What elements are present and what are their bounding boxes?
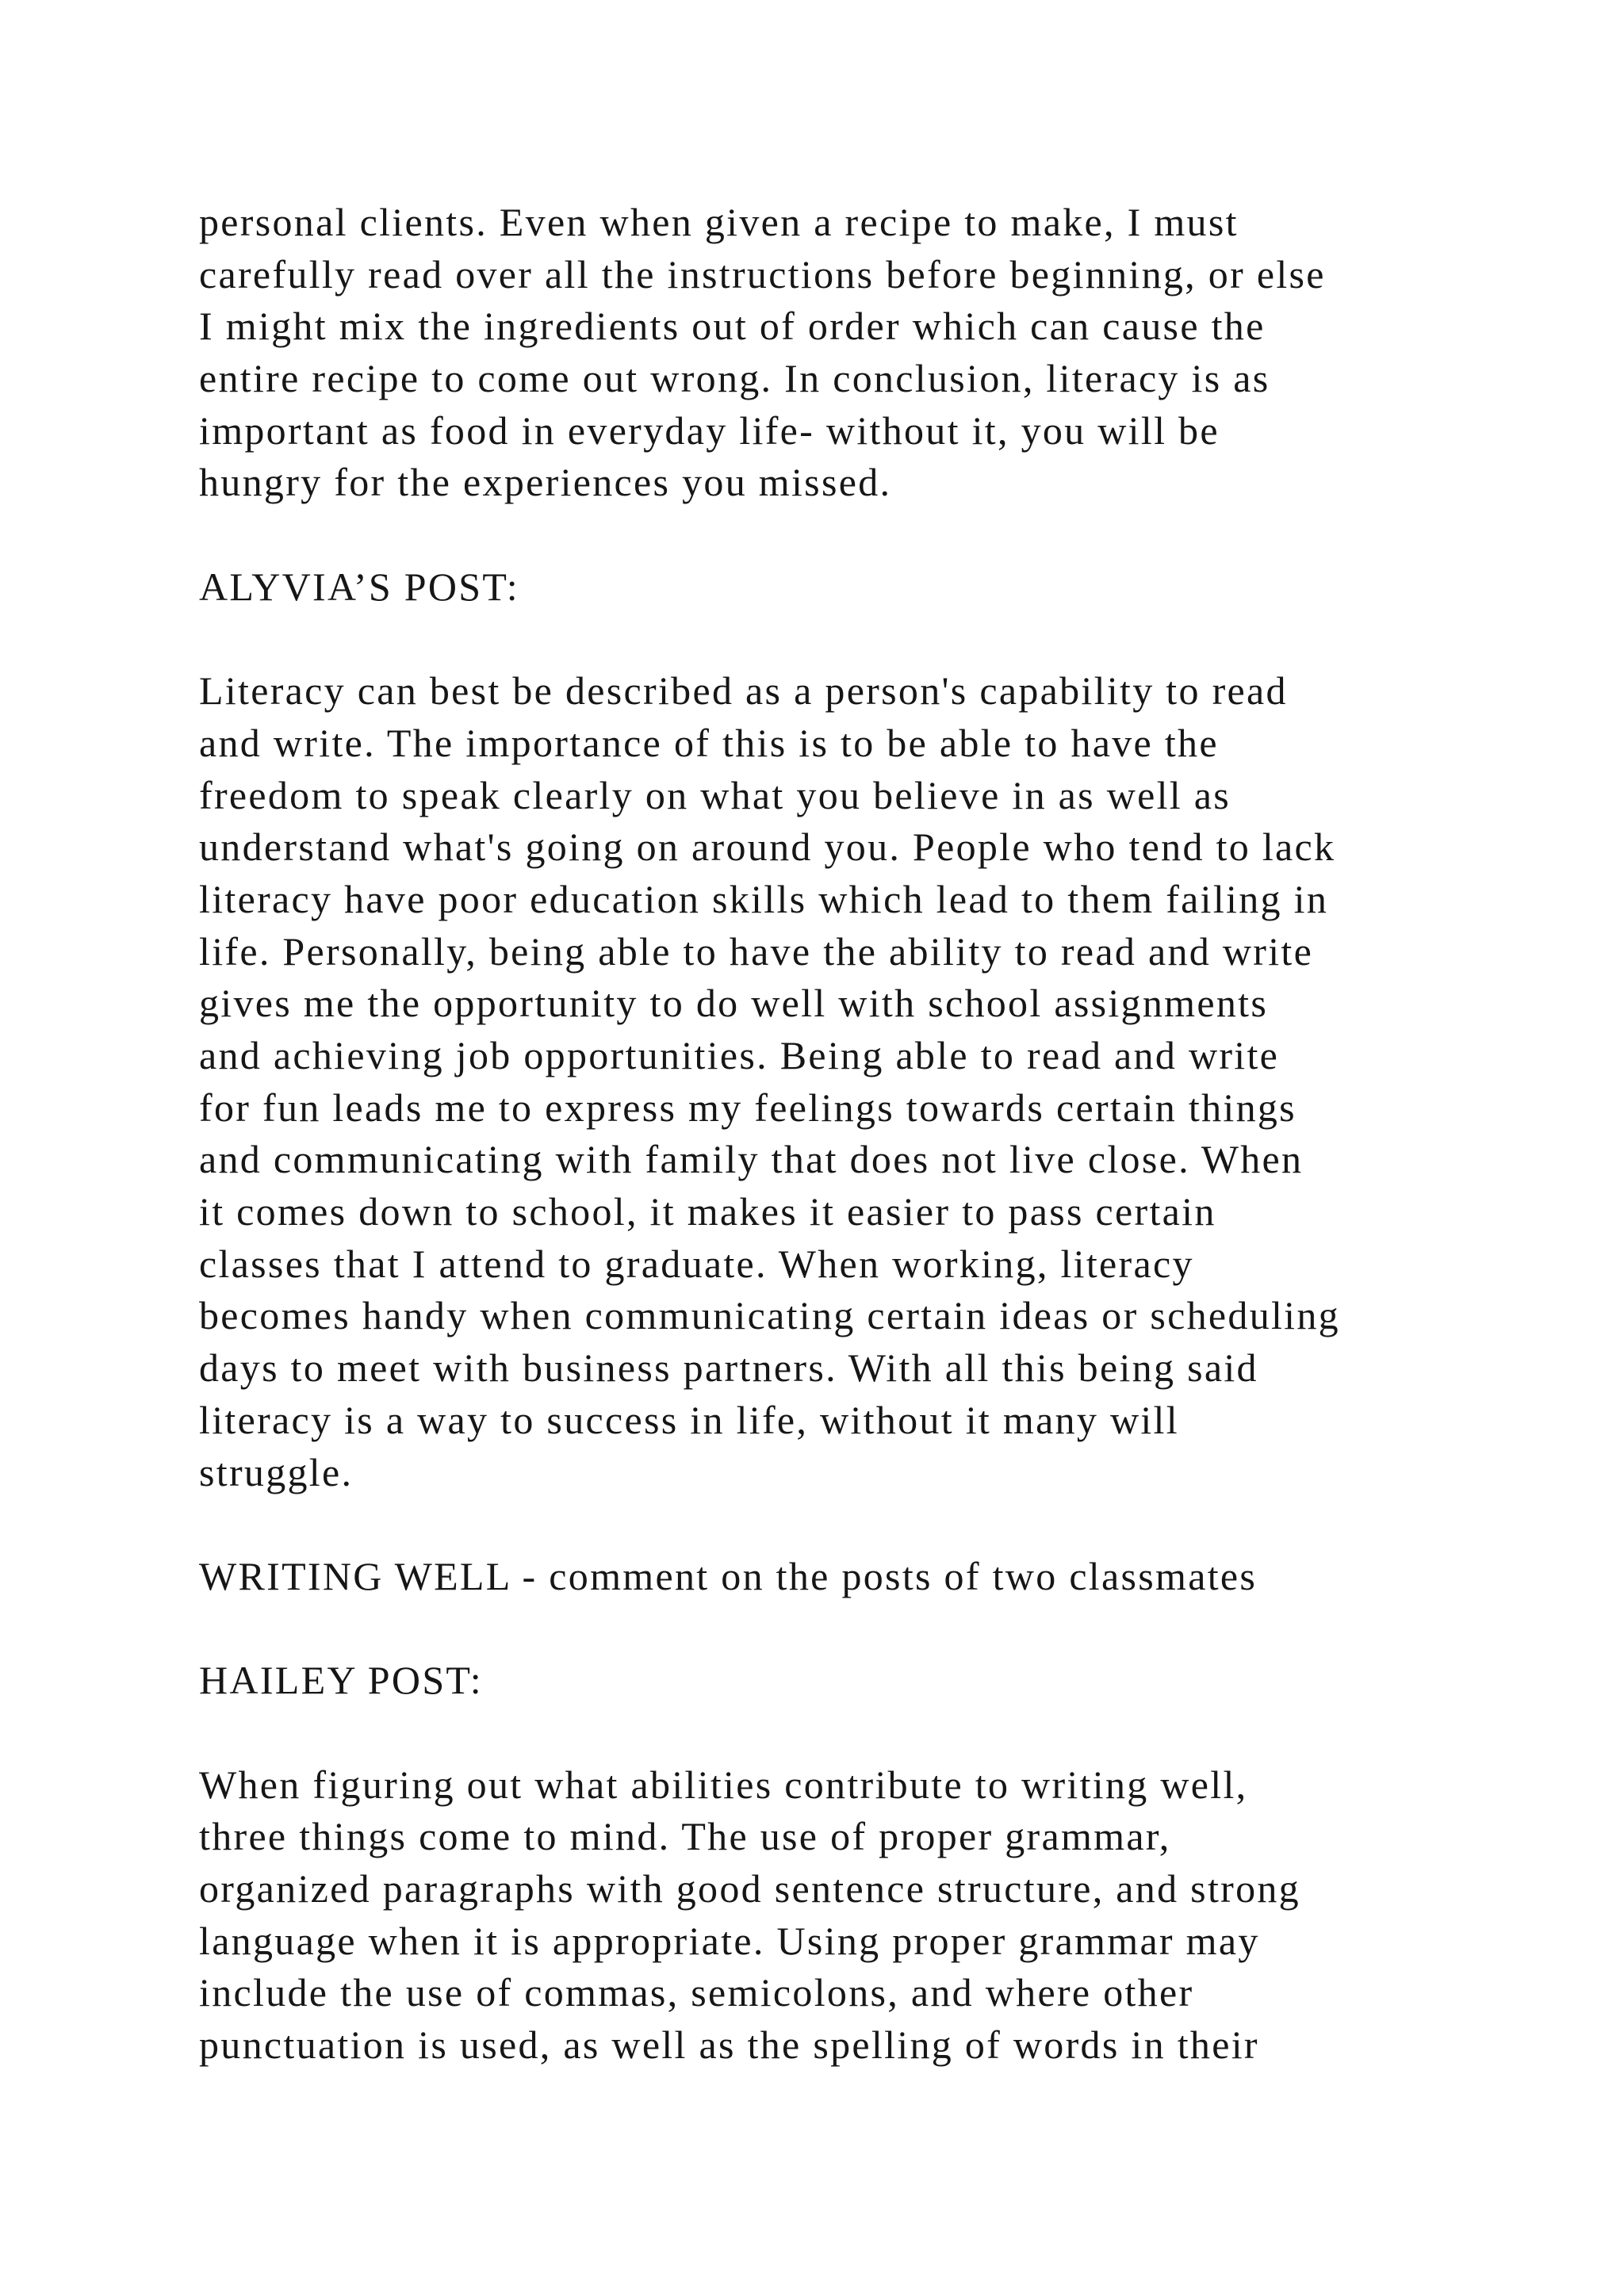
text-line: gives me the opportunity to do well with school assignments [199,981,1269,1026]
text-line: important as food in everyday life- without it, you will be [199,408,1220,453]
paragraph-alyvia-post [199,665,1500,1498]
text-line: freedom to speak clearly on what you believe in as well as [199,772,1231,817]
text-line: and communicating with family that does not live close. When [199,1137,1304,1182]
text-line: and write. The importance of this is to be able to have the [199,720,1219,765]
text-line: life. Personally, being able to have the ability to read and write [199,928,1314,974]
paragraph-hailey-post [199,1759,1500,2072]
text-line: literacy is a way to success in life, without it many will [199,1397,1179,1442]
text-line: understand what's going on around you. People who tend to lack [199,825,1336,870]
text-line: literacy have poor education skills which lead to them failing in [199,876,1329,921]
text-line: hungry for the experiences you missed. [199,460,892,505]
text-line: personal clients. Even when given a recipe to make, I must [199,200,1239,244]
text-line: becomes handy when communicating certain ideas or scheduling [199,1293,1340,1338]
blank-line [199,1498,1500,1551]
text-line: organized paragraphs with good sentence structure, and strong [199,1866,1300,1911]
heading-alyvia-post: ALYVIA’S POST: [199,564,519,609]
blank-line [199,1707,1500,1759]
text-line: When figuring out what abilities contribute to writing well, [199,1762,1248,1807]
text-line: and achieving job opportunities. Being able to read and write [199,1033,1280,1077]
text-line: Literacy can best be described as a person's capability to read [199,668,1288,714]
text-line: for fun leads me to express my feelings towards certain things [199,1085,1297,1130]
blank-line [199,509,1500,561]
text-line: struggle. [199,1449,354,1494]
text-line: language when it is appropriate. Using proper grammar may [199,1918,1260,1963]
text-line: it comes down to school, it makes it easier to pass certain [199,1189,1216,1234]
heading-writing-well: WRITING WELL - comment on the posts of two classmates [199,1553,1258,1598]
text-line: three things come to mind. The use of proper grammar, [199,1814,1171,1859]
text-line: carefully read over all the instructions before beginning, or else [199,251,1326,297]
text-line: include the use of commas, semicolons, and where other [199,1970,1194,2015]
paragraph-closing-previous-post [199,197,1500,509]
text-line: classes that I attend to graduate. When working, literacy [199,1241,1194,1286]
text-line: entire recipe to come out wrong. In conclusion, literacy is as [199,356,1270,401]
document-body [199,197,1500,2072]
text-line: punctuation is used, as well as the spelling of words in their [199,2022,1259,2068]
blank-line [199,614,1500,666]
blank-line [199,1603,1500,1655]
heading-hailey-post: HAILEY POST: [199,1658,483,1703]
text-line: days to meet with business partners. With all this being said [199,1345,1258,1391]
text-line: I might mix the ingredients out of order which can cause the [199,304,1266,349]
